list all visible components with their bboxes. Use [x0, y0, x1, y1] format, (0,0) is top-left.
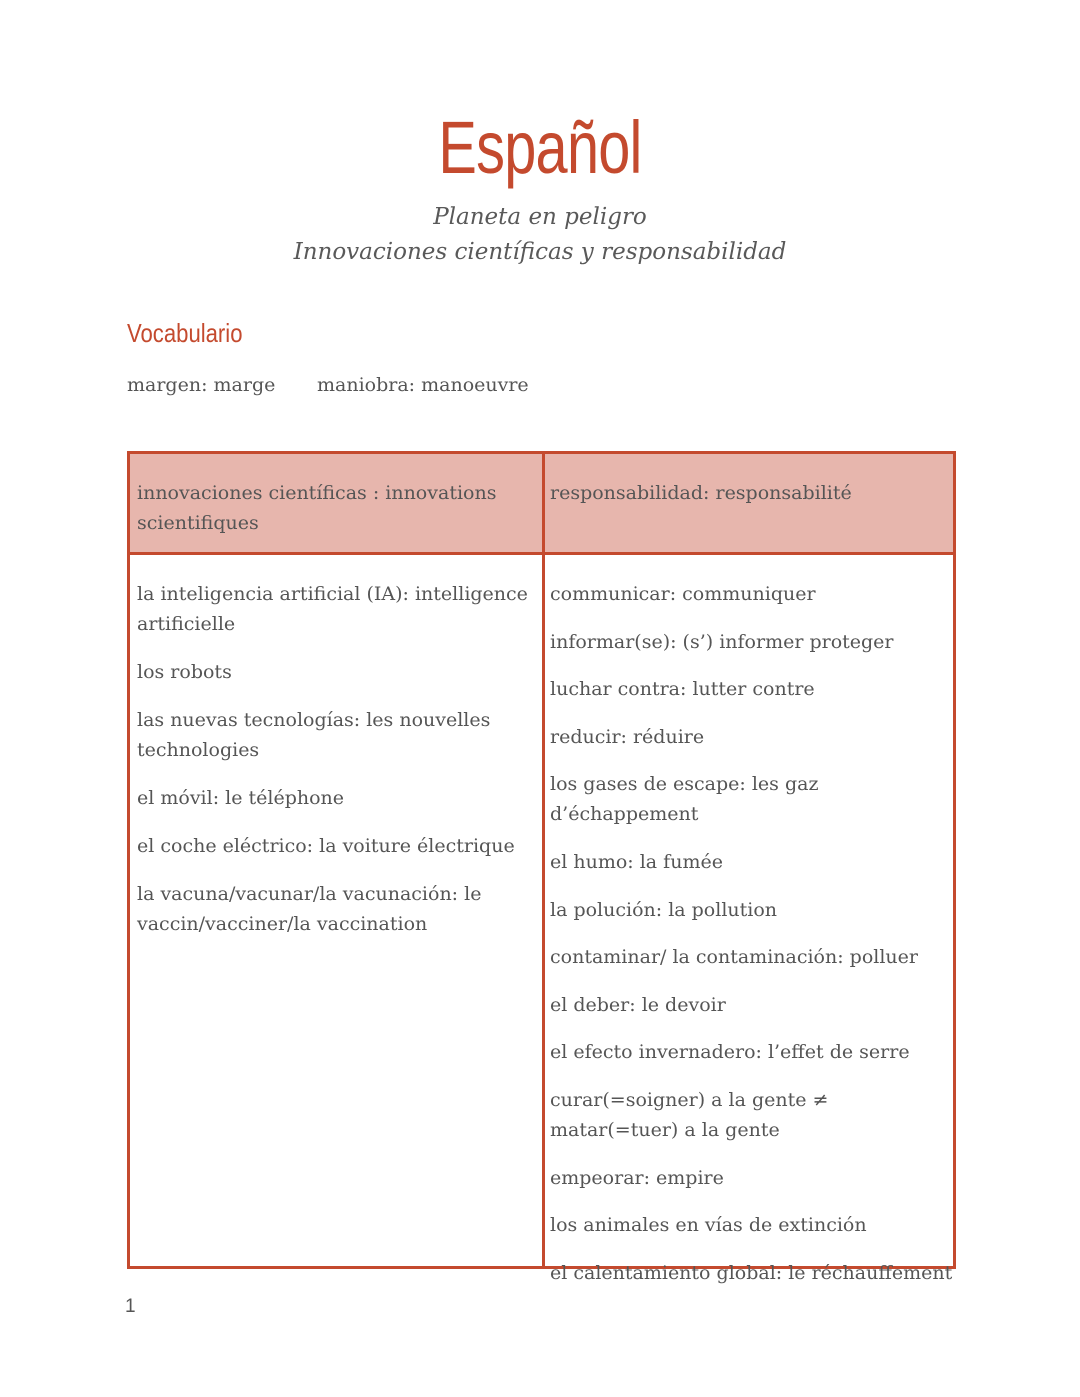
table-header-cell: responsabilidad: responsabilité	[550, 482, 852, 504]
table-column-responsabilidad	[550, 579, 955, 1305]
list-item: el calentamiento global: le réchauffement	[550, 1261, 953, 1284]
document-subtitle-secondary: Innovaciones científicas y responsabilidad	[293, 239, 787, 265]
list-item: los gases de escape: les gaz d’échappement	[550, 773, 819, 826]
column-divider	[542, 454, 545, 1266]
list-item: el deber: le devoir	[550, 993, 726, 1016]
list-item: el efecto invernadero: l’effet de serre	[550, 1041, 910, 1064]
list-item: informar(se): (s’) informer proteger	[550, 630, 894, 653]
list-item: la vacuna/vacunar/la vacunación: le vaccin/vacciner/la vaccination	[137, 883, 482, 935]
list-item: la inteligencia artificial (IA): intelligence artificielle	[137, 583, 528, 635]
list-item: curar(=soigner) a la gente ≠ matar(=tuer) a la gente	[550, 1088, 829, 1141]
list-item: las nuevas tecnologías: les nouvelles technologies	[137, 709, 491, 761]
table-column-innovaciones	[137, 579, 532, 957]
list-item: el coche eléctrico: la voiture électrique	[137, 835, 515, 857]
vocab-entry: maniobra: manoeuvre	[317, 374, 529, 396]
list-item: la polución: la pollution	[550, 898, 778, 921]
list-item: el humo: la fumée	[550, 850, 723, 873]
list-item: luchar contra: lutter contre	[550, 678, 815, 701]
document-subtitle: Planeta en peligro	[433, 204, 647, 230]
document-title: Español	[438, 106, 642, 189]
list-item: communicar: communiquer	[550, 583, 816, 605]
list-item: contaminar/ la contaminación: polluer	[550, 946, 918, 969]
vocab-entry: margen: marge	[127, 374, 276, 396]
list-item: los robots	[137, 661, 232, 683]
list-item: empeorar: empire	[550, 1166, 724, 1189]
vocabulary-table	[127, 451, 956, 1284]
section-heading-vocabulario: Vocabulario	[127, 318, 243, 348]
list-item: el móvil: le téléphone	[137, 787, 345, 809]
page-number: 1	[125, 1296, 136, 1317]
list-item: los animales en vías de extinción	[550, 1214, 867, 1237]
table-header-cell: innovaciones científicas : innovations scientifiques	[137, 482, 497, 534]
list-item: reducir: réduire	[550, 725, 705, 748]
